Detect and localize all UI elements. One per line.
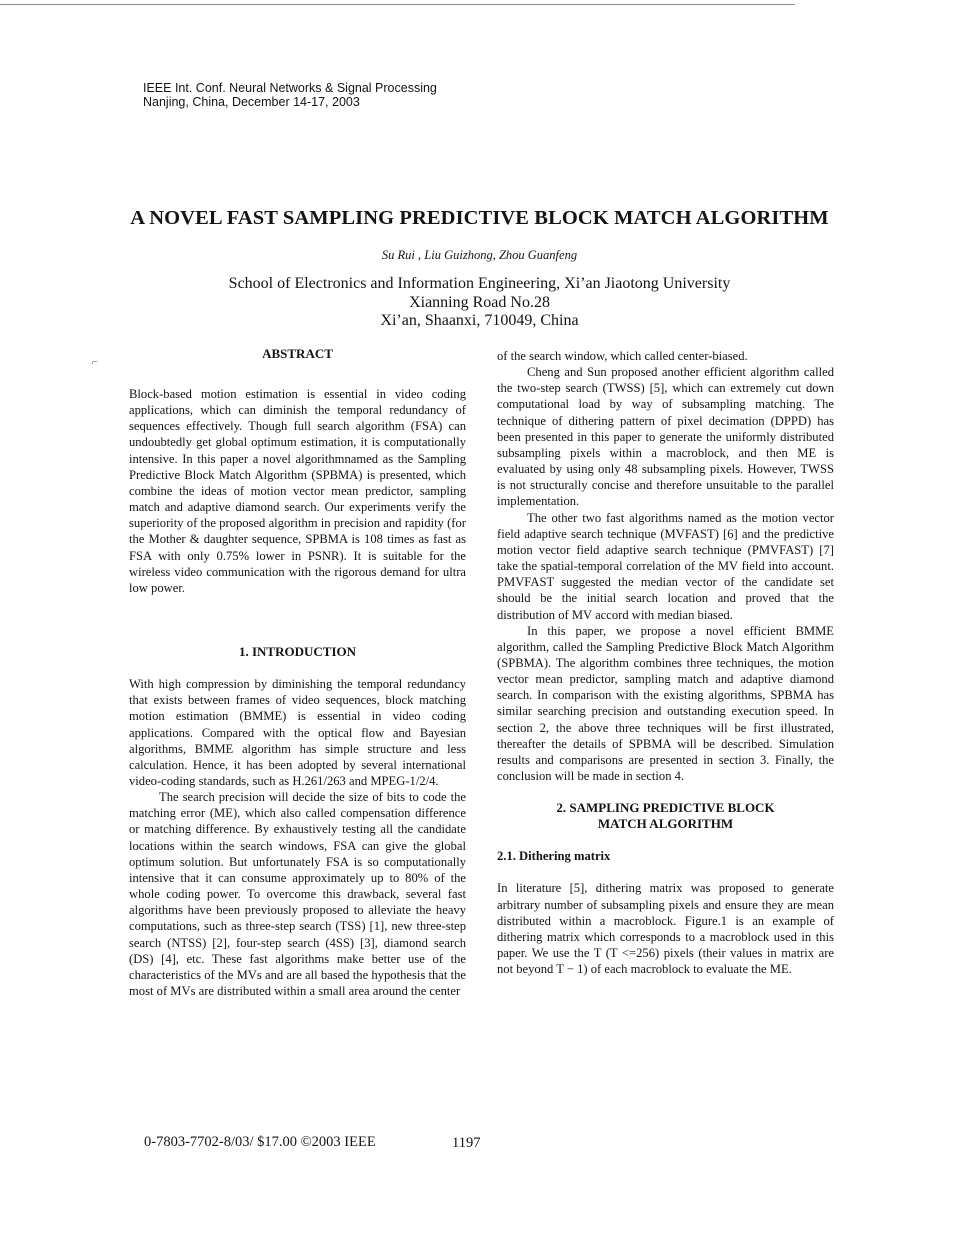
introduction-paragraph-3: Cheng and Sun proposed another efficient algorithm called the two-step search (TWSS) [5], which can extremely cut down computational load by way of subsampling matching. The technique of dithering pattern of pixel decimation (DPPD) has been presented in this paper to generate the uniformly distributed subsampling pixels within a macroblock, and then ME is evaluated by using only 48 subsampling pixels. However, TWSS is not structurally concise and therefore unsuitable to the parallel implementation. [497,365,834,509]
section-2-heading-line-2: MATCH ALGORITHM [597,816,734,832]
introduction-paragraph-2: The search precision will decide the size of bits to code the matching error (ME), which also called compensation difference or matching difference. By exhaustively testing all the candidate locations within the search windows, FSA can give the global optimum solution. But unfortunately FSA is so computationally intensive that it can consume approximately up to 80% of the whole coding power. To overcome this drawback, several fast algorithms have been previously proposed to alleviate the heavy computations, such as three-step search (TSS) [1], new three-step search (NTSS) [2], four-step search (4SS) [3], diamond search (DS) [4], etc. These fast algorithms make better use of the characteristics of the MVs and are all based the hypothesis that the most of MVs are distributed within a small area around the center [129,790,466,998]
introduction-heading: 1. INTRODUCTION [238,644,356,660]
section-2-heading-line-1: 2. SAMPLING PREDICTIVE BLOCK [556,800,775,816]
top-rule [0,4,795,5]
left-column [129,346,466,999]
page-number: 1197 [452,1135,481,1151]
affiliation-institution: School of Electronics and Information Engineering, Xi’an Jiaotong University [228,275,731,292]
abstract-heading: ABSTRACT [262,346,333,361]
affiliation [0,275,959,331]
introduction-paragraph-4: The other two fast algorithms named as the motion vector field adaptive search technique (MVFAST) [6] and the predictive motion vector field adaptive search technique (PMVFAST) [7] take the spatial-temporal correlation of the MV field into account. PMVFAST suggested the median vector of the candidate set should be the initial search location and proved that the distribution of MV accord with median biased. [497,510,834,622]
conference-name: IEEE Int. Conf. Neural Networks & Signal Processing [143,81,437,95]
conference-info [143,81,437,109]
introduction-paragraph-5: In this paper, we propose a novel efficient BMME algorithm, called the Sampling Predictive Block Match Algorithm (SPBMA). The algorithm combines three techniques, the motion vector mean predictor, sampling match and adaptive diamond search. In comparison with the existing algorithms, SPBMA has similar searching precision and outstanding execution speed. In section 2, the above three techniques will be first illustrated, thereafter the details of SPBMA will be described. Simulation results and comparisons are presented in section 3. Finally, the conclusion will be made in section 4. [497,623,834,784]
subsection-2-1-heading: 2.1. Dithering matrix [497,849,611,864]
paper-title: A NOVEL FAST SAMPLING PREDICTIVE BLOCK MATCH ALGORITHM [130,207,829,229]
margin-mark: ⌐ [92,357,98,368]
conference-location-date: Nanjing, China, December 14-17, 2003 [143,95,360,109]
section-2-heading [497,800,834,832]
abstract-text: Block-based motion estimation is essential in video coding applications, which can diminish the temporal redundancy of sequences effectively. Though full search algorithm (FSA) can undoubtedly get global optimum estimation, it is computationally intensive. In this paper a novel algorithmnamed as the Sampling Predictive Block Match Algorithm (SPBMA) is presented, which combine the ideas of motion vector mean predictor, sampling match and adaptive diamond search. Our experiments verify the superiority of the proposed algorithm in precision and rapidity (for the Mother & daughter sequence, SPBMA is 108 times as fast as FSA with only 0.75% lower in PSNR). It is suitable for the wireless video communication with the rigorous demand for ultra low power. [129,387,466,595]
affiliation-street: Xianning Road No.28 [409,293,550,311]
section-2-1-paragraph: In literature [5], dithering matrix was proposed to generate arbitrary number of subsampling pixels and ensure they are mean distributed within a macroblock. Figure.1 is an example of dithering matrix which corresponds to a macroblock used in this paper. We use the T (T <=256) pixels (their values in matrix are not beyond T − 1) of each macroblock to evaluate the ME. [497,881,834,977]
introduction-paragraph-2-continued: of the search window, which called center-biased. [497,349,748,363]
author-list: Su Rui , Liu Guizhong, Zhou Guanfeng [381,248,578,262]
introduction-paragraph-1: With high compression by diminishing the temporal redundancy that exists between frames of video sequences, block matching motion estimation (BMME) is essential in video coding applications. Compared with the optical flow and Bayesian algorithms, BMME algorithm has simple structure and less calculation. Hence, it has been adopted by several international video-coding standards, such as H.261/263 and MPEG-1/2/4. [129,677,466,788]
footer-copyright: 0-7803-7702-8/03/ $17.00 ©2003 IEEE [144,1134,376,1150]
right-column [497,348,834,977]
affiliation-city: Xi’an, Shaanxi, 710049, China [380,312,579,329]
